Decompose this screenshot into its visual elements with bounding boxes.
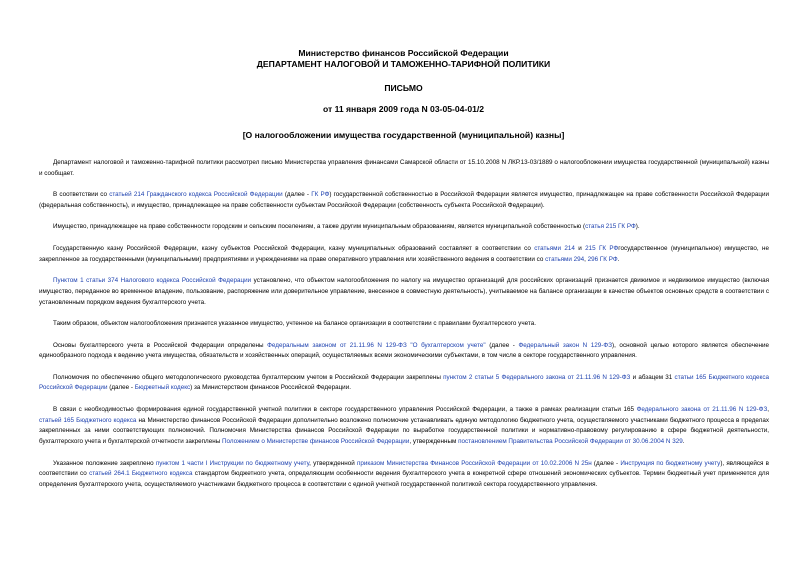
document-date-number: от 11 января 2009 года N 03-05-04-01/2	[322, 104, 485, 114]
paragraph-6	[39, 319, 769, 330]
link-budget-code-article-165[interactable]: статьи 165 Бюджетного кодекса Российской Федерации	[39, 373, 770, 392]
paragraph-5	[39, 276, 769, 308]
link-tax-code-article-374[interactable]: Пунктом 1 статьи 374 Налогового кодекса Российской Федерации	[53, 277, 252, 285]
text: установлено, что объектом налогообложения по налогу на имущество организаций для российских организаций признается движимое и недвижимое имущество (включая имущество, переданное во временное владение, пользование, распоряжение или доверительное управление, внесенное в совместную деятельность), учитываемое на балансе организации в качестве объектов основных средств в соответствии с установленным порядком ведения бухгалтерского учета.	[39, 277, 769, 306]
text: (далее -	[107, 384, 135, 392]
paragraph-4	[39, 244, 769, 265]
text: Департамент налоговой и таможенно-тарифной политики рассмотрел письмо Министерства управления финансами Самарской области от 15.10.2008 N ЛКР.13-03/1889 о налогообложении имущества государственной (муниципальной) казны и сообщает.	[39, 159, 769, 177]
text: ).	[635, 223, 640, 231]
link-ministry-regulation[interactable]: Положением о Министерстве финансов Российской Федерации	[222, 438, 410, 446]
link-budget-accounting-instruction[interactable]: Инструкция по бюджетному учету	[620, 459, 721, 467]
paragraph-7	[39, 341, 769, 362]
document-subject: [О налогообложении имущества государственной (муниципальной) казны]	[242, 130, 565, 140]
link-government-resolution-329[interactable]: постановлением Правительства Российской Федерации от 30.06.2004 N 329	[458, 438, 683, 446]
paragraph-10	[39, 459, 769, 491]
text: В соответствии со	[53, 191, 110, 199]
link-articles-294[interactable]: статьями 294	[545, 255, 585, 263]
link-federal-law-129fz-2[interactable]: Федерального закона от 21.11.96 N 129-ФЗ	[636, 405, 768, 413]
link-budget-accounting-instruction-item-1[interactable]: пунктом 1 части I Инструкции по бюджетному учету	[155, 459, 310, 467]
paragraph-1	[39, 158, 769, 179]
link-budget-code[interactable]: Бюджетный кодекс	[134, 384, 191, 392]
text: ), являющейся в соответствии со	[39, 459, 769, 478]
text: Указанное положение закреплено	[53, 459, 156, 467]
text: ,	[767, 405, 769, 413]
paragraph-2	[39, 190, 769, 211]
department-name: ДЕПАРТАМЕНТ НАЛОГОВОЙ И ТАМОЖЕННО-ТАРИФНОЙ ПОЛИТИКИ	[256, 59, 551, 69]
text: , утвержденной	[309, 459, 357, 467]
text: (далее -	[282, 191, 312, 199]
text: .	[617, 255, 620, 263]
text: на Министерство финансов Российской Федерации дополнительно возложено полномочие устанавливать единую методологию бюджетного учета, осуществляемого участниками бюджетного процесса в пределах закрепленных за ними соответствующих полномочий. Полномочия Министерства финансов Российской Федерации по выработке государственной политики и нормативно-правовому регулированию в сфере бюджетной деятельности, бухгалтерского учета и бухгалтерской отчетности закреплены	[39, 416, 769, 446]
link-budget-code-article-264-1[interactable]: статьей 264.1 Бюджетного кодекса	[89, 470, 193, 478]
text: В связи с необходимостью формирования единой государственной учетной политики в секторе государственного управления Российской Федерации, а также в рамках реализации статьи 165	[53, 405, 637, 413]
link-articles-214[interactable]: статьями 214	[534, 244, 575, 252]
document-type: ПИСЬМО	[384, 83, 423, 93]
text: стандартом бюджетного учета, определяющим особенности ведения бухгалтерского учета в конкретной сфере отношений экономических субъектов. Термин бюджетный учет применяется для определения бухгалтерского учета, осуществляемого участниками бюджетного процесса в соответствии с единой учетной государственной политикой сектора государственного управления.	[39, 470, 769, 488]
link-article-215[interactable]: 215 ГК РФ	[585, 244, 619, 252]
link-federal-law-129fz[interactable]: Федеральным законом от 21.11.96 N 129-ФЗ "О бухгалтерском учете"	[267, 341, 486, 349]
document-body	[39, 158, 769, 501]
text: .	[682, 438, 685, 446]
link-budget-code-article-165-2[interactable]: статьей 165 Бюджетного кодекса	[39, 416, 137, 424]
text: ) государственной собственностью в Российской Федерации является имущество, принадлежащее на праве собственности Российской Федерации (федеральная собственность), и имущество, принадлежащее на праве собственности субъектам Российской Федерации (собственность субъекта Российской Федерации).	[39, 191, 770, 209]
link-civil-code-article-214[interactable]: статьей 214 Гражданского кодекса Российской Федерации	[109, 191, 283, 199]
text: государственное (муниципальное) имущество, не закрепленное за государственными (муниципальными) предприятиями и учреждениями на праве оперативного управления или хозяйственного ведения в соответствии со	[39, 244, 769, 263]
document-header	[0, 48, 807, 70]
link-civil-code-article-215[interactable]: статья 215 ГК РФ	[585, 223, 636, 231]
text: и абзацем 31	[630, 373, 675, 381]
link-article-296[interactable]: 296 ГК РФ	[587, 255, 618, 263]
text: и	[574, 244, 586, 252]
paragraph-3	[39, 222, 769, 233]
text: (далее -	[591, 459, 621, 467]
ministry-name: Министерство финансов Российской Федерации	[298, 48, 509, 58]
link-law-129fz-article-5[interactable]: пунктом 2 статьи 5 Федерального закона от 21.11.96 N 129-ФЗ	[443, 373, 631, 381]
text: ,	[584, 255, 588, 263]
link-civil-code[interactable]: ГК РФ	[311, 191, 330, 199]
text: ), основной целью которого является обеспечение единообразного подхода к ведению учета имущества, обязательств и хозяйственных операций, осуществляемых всеми экономическими субъектами, в том числе в секторе государственного управления.	[39, 341, 769, 360]
paragraph-9	[39, 405, 769, 448]
text: (далее -	[485, 341, 519, 349]
text: Имущество, принадлежащее на праве собственности городским и сельским поселениям, а также другим муниципальным образованиям, является муниципальной собственностью (	[53, 223, 586, 231]
text: , утвержденным	[409, 438, 459, 446]
link-ministry-order-25n[interactable]: приказом Министерства Финансов Российской Федерации от 10.02.2006 N 25н	[356, 459, 592, 467]
text: Основы бухгалтерского учета в Российской Федерации определены	[53, 341, 268, 349]
text: Государственную казну Российской Федерации, казну субъектов Российской Федерации, казну муниципальных образований составляет в соответствии со	[53, 244, 535, 252]
link-federal-law-129fz-short[interactable]: Федеральный закон N 129-ФЗ	[518, 341, 612, 349]
paragraph-8	[39, 373, 769, 394]
text: Полномочия по обеспечению общего методологического руководства бухгалтерским учетом в Российской Федерации закреплены	[53, 373, 444, 381]
text: ) за Министерством финансов Российской Федерации.	[190, 384, 351, 392]
text: Таким образом, объектом налогообложения признается указанное имущество, учтенное на балансе организации в соответствии с правилами бухгалтерского учета.	[53, 320, 536, 328]
